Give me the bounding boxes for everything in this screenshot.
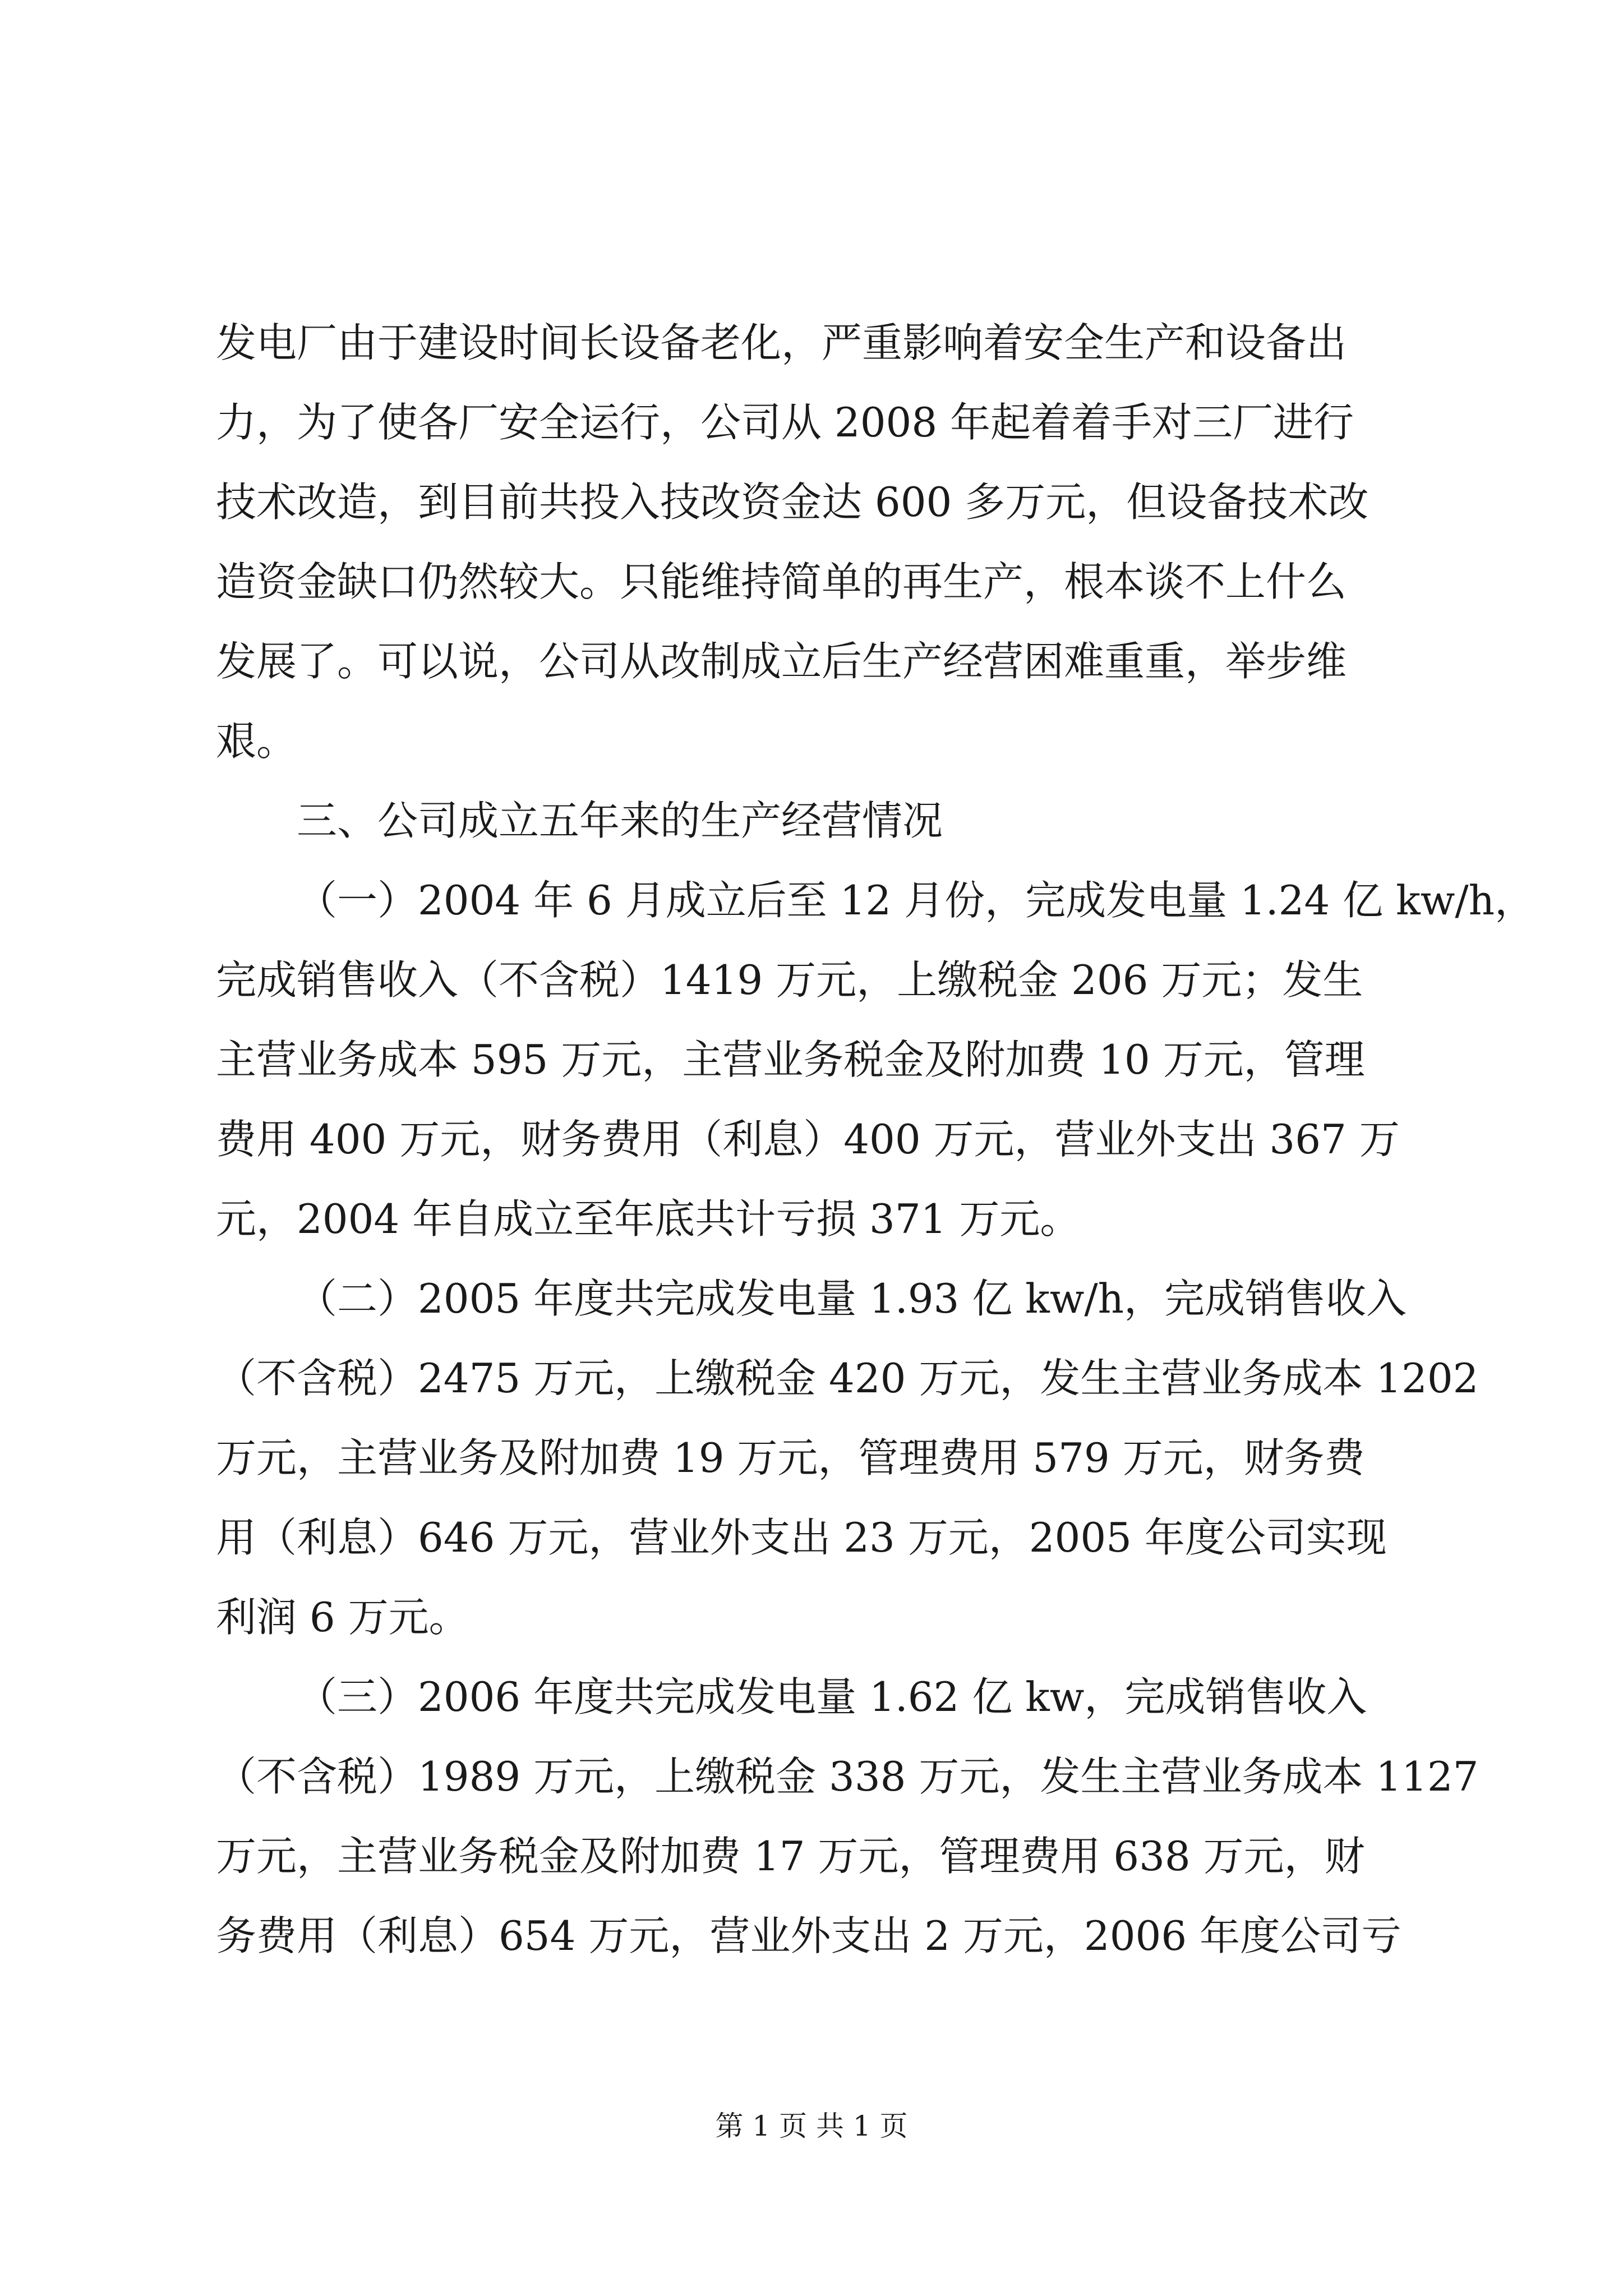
text-line: 万元，主营业务及附加费 19 万元，管理费用 579 万元，财务费	[216, 1434, 1365, 1481]
text-line: （不含税）2475 万元，上缴税金 420 万元，发生主营业务成本 1202	[216, 1355, 1479, 1402]
text-line: 艰。	[216, 717, 297, 765]
text-line: （一）2004 年 6 月成立后至 12 月份，完成发电量 1.24 亿 kw/h，	[297, 877, 1535, 924]
text-line: 用（利息）646 万元，营业外支出 23 万元，2005 年度公司实现	[216, 1514, 1387, 1561]
text-line: 力，为了使各厂安全运行，公司从 2008 年起着着手对三厂进行	[216, 399, 1354, 446]
document-body	[216, 303, 1535, 1976]
page-footer: 第 1 页 共 1 页	[715, 2110, 908, 2142]
text-line: 元，2004 年自成立至年底共计亏损 371 万元。	[216, 1195, 1081, 1243]
text-line: 利润 6 万元。	[216, 1594, 469, 1641]
text-line: 完成销售收入（不含税）1419 万元，上缴税金 206 万元；发生	[216, 956, 1363, 1004]
text-line: （不含税）1989 万元，上缴税金 338 万元，发生主营业务成本 1127	[216, 1753, 1479, 1800]
text-line: 发电厂由于建设时间长设备老化，严重影响着安全生产和设备出	[216, 319, 1347, 366]
text-line: 费用 400 万元，财务费用（利息）400 万元，营业外支出 367 万	[216, 1116, 1400, 1163]
text-line: （二）2005 年度共完成发电量 1.93 亿 kw/h，完成销售收入	[297, 1275, 1407, 1322]
text-line: 万元，主营业务税金及附加费 17 万元，管理费用 638 万元，财	[216, 1833, 1365, 1880]
text-line: 造资金缺口仍然较大。只能维持简单的再生产，根本谈不上什么	[216, 558, 1347, 605]
text-line: 务费用（利息）654 万元，营业外支出 2 万元，2006 年度公司亏	[216, 1912, 1402, 1959]
text-line: 发展了。可以说，公司从改制成立后生产经营困难重重，举步维	[216, 638, 1347, 685]
text-line: 技术改造，到目前共投入技改资金达 600 多万元，但设备技术改	[216, 478, 1369, 526]
text-line: （三）2006 年度共完成发电量 1.62 亿 kw，完成销售收入	[297, 1673, 1367, 1720]
section-heading: 三、公司成立五年来的生产经营情况	[297, 797, 943, 844]
text-line: 主营业务成本 595 万元，主营业务税金及附加费 10 万元，管理	[216, 1036, 1365, 1083]
